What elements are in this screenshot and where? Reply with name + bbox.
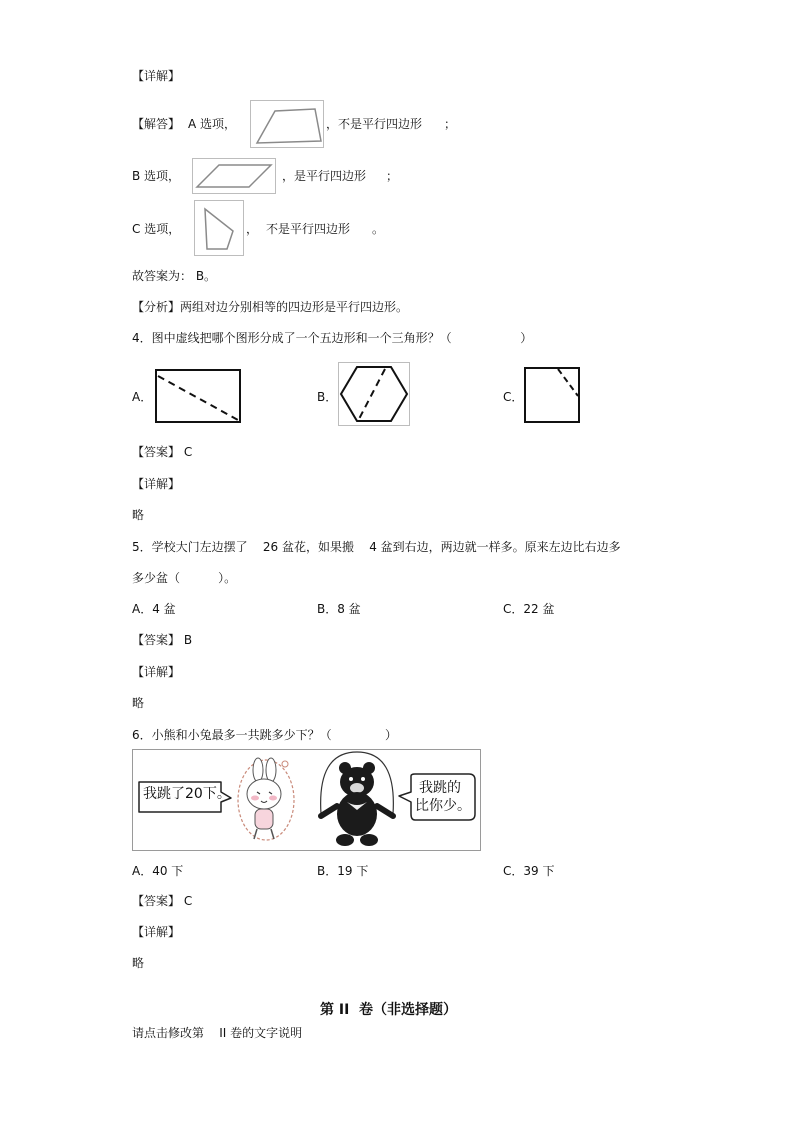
q6-detail-label: 【详解】 (132, 925, 181, 939)
q3-a-end: ； (444, 117, 457, 131)
q5-detail-label: 【详解】 (132, 665, 181, 679)
parallelogram-shape (193, 159, 275, 193)
q4-detail-label: 【详解】 (132, 477, 181, 491)
q4-question: 4．图中虚线把哪个图形分成了一个五边形和一个三角形？（ ） (132, 331, 533, 345)
q3-b-suffix: ，是平行四边形 (282, 169, 367, 183)
q6-answer: 【答案】 C (132, 894, 193, 908)
rabbit-speech-text: 我跳了20下。 (143, 786, 231, 802)
trapezoid-shape (251, 101, 323, 147)
q3-analysis: 【分析】两组对边分别相等的四边形是平行四边形。 (132, 300, 409, 314)
q3-b-prefix: B 选项， (132, 169, 181, 183)
q3-a-suffix: ，不是平行四边形 (326, 117, 423, 131)
bear-speech-text-line1: 我跳的 (419, 780, 461, 796)
q5-option-b: B．8 盆 (317, 602, 361, 616)
q6-option-c: C．39 下 (503, 864, 555, 878)
q5-option-c: C．22 盆 (503, 602, 555, 616)
q4-option-b-label: B． (317, 390, 338, 404)
q3-a-prefix: A 选项， (188, 117, 237, 131)
q4-figure-b-hexagon (339, 363, 409, 425)
q3-shape-b-figure (192, 158, 276, 194)
q3-conclusion: 故答案为： B。 (132, 269, 217, 283)
q5-question-line2: 多少盆（ ）。 (132, 571, 237, 585)
q4-figure-c-square (522, 366, 582, 424)
q3-c-suffix: 不是平行四边形 (266, 222, 351, 236)
q6-detail-text: 略 (132, 956, 145, 970)
q4-figure-b-frame (338, 362, 410, 426)
q4-option-c-label: C． (503, 390, 524, 404)
q3-shape-c-figure (194, 200, 244, 256)
q3-c-end: 。 (372, 222, 385, 236)
bear-icon (307, 750, 407, 850)
q4-detail-text: 略 (132, 508, 145, 522)
q4-option-a-label: A． (132, 390, 153, 404)
q3-answer-prefix: 【解答】 (132, 117, 181, 131)
q3-c-prefix: C 选项， (132, 222, 181, 236)
section-note: 请点击修改第 II 卷的文字说明 (132, 1026, 303, 1040)
bear-speech-text-line2: 比你少。 (415, 798, 471, 814)
q6-option-b: B．19 下 (317, 864, 369, 878)
q3-detail-label: 【详解】 (132, 69, 181, 83)
q3-shape-a-figure (250, 100, 324, 148)
q3-b-end: ； (386, 169, 399, 183)
q4-figure-a-rectangle (154, 368, 242, 424)
q6-question: 6．小熊和小兔最多一共跳多少下？（ ） (132, 728, 398, 742)
q6-illustration (132, 749, 481, 851)
q4-answer: 【答案】 C (132, 445, 193, 459)
q5-question-line1: 5．学校大门左边摆了 26 盆花，如果搬 4 盆到右边，两边就一样多。原来左边比右边多 (132, 540, 621, 554)
rabbit-icon (233, 756, 299, 848)
q5-detail-text: 略 (132, 696, 145, 710)
q3-c-comma: ， (246, 222, 259, 236)
section-title: 第 II 卷（非选择题） (320, 1002, 458, 1018)
q5-option-a: A．4 盆 (132, 602, 176, 616)
pentagon-shape (195, 201, 243, 255)
q5-answer: 【答案】 B (132, 633, 193, 647)
q6-option-a: A．40 下 (132, 864, 184, 878)
